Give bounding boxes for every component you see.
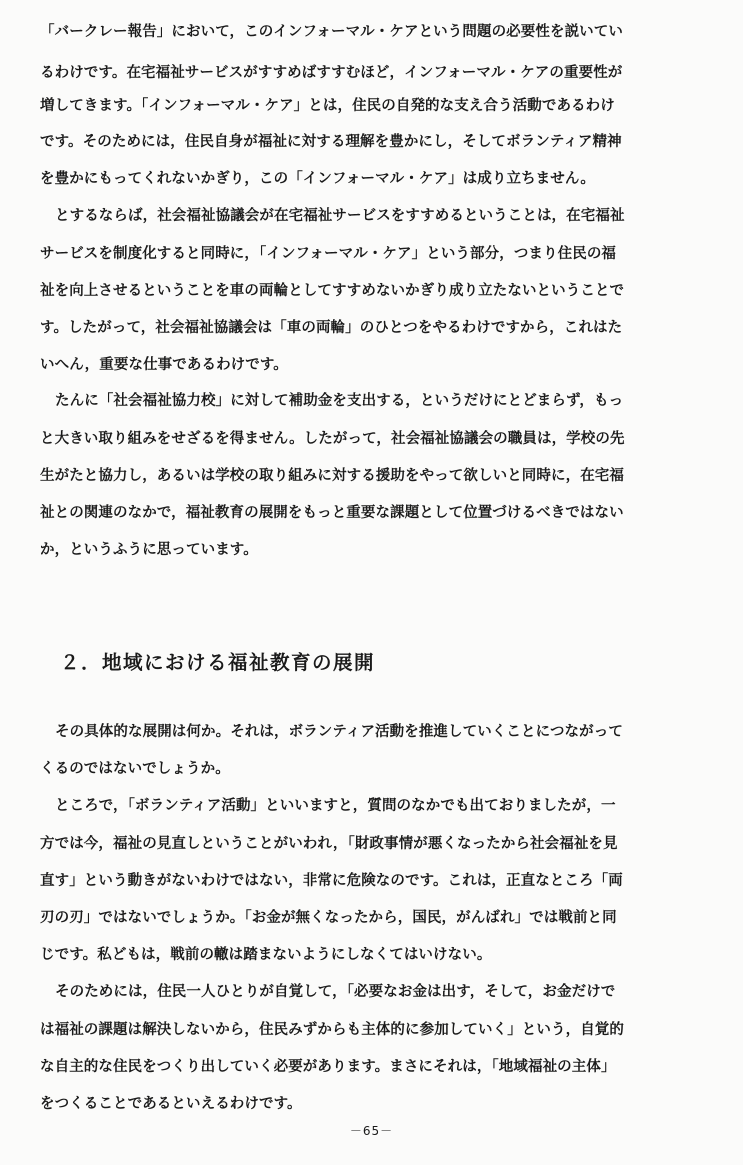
paragraph-5-line-3: 直す」という動きがないわけではない，非常に危険なのです。これは，正直なところ「両 [40, 873, 623, 889]
page-number: －65－ [349, 1124, 394, 1138]
paragraph-3-line-1: たんに「社会福祉協力校」に対して補助金を支出する，というだけにとどまらず，もっ [55, 393, 624, 409]
paragraph-1-line-3: 増してきます。「インフォーマル・ケア」とは，住民の自発的な支え合う活動であるわけ [40, 98, 615, 114]
paragraph-1-line-5: を豊かにもってくれないかぎり，この「インフォーマル・ケア」は成り立ちません。 [40, 171, 595, 187]
paragraph-2-line-5: いへん，重要な仕事であるわけです。 [40, 357, 288, 373]
paragraph-2-line-1: とするならば，社会福祉協議会が在宅福祉サービスをすすめるということは，在宅福祉 [55, 208, 625, 224]
paragraph-3-line-3: 生がたと協力し，あるいは学校の取り組みに対する援助をやって欲しいと同時に，在宅福 [40, 468, 624, 484]
paragraph-3-line-4: 祉との関連のなかで，福祉教育の展開をもっと重要な課題として位置づけるべきではない [40, 505, 624, 521]
paragraph-6-line-1: そのためには，住民一人ひとりが自覚して，「必要なお金は出す，そして，お金だけで [55, 984, 616, 1000]
paragraph-4-line-2: くるのではないでしょうか。 [40, 761, 230, 777]
paragraph-2-line-4: す。したがって，社会福祉協議会は「車の両輪」のひとつをやるわけですから，これはた [40, 320, 623, 336]
paragraph-6-line-3: な自主的な住民をつくり出していく必要があります。まさにそれは，「地域福祉の主体」 [40, 1059, 616, 1075]
paragraph-5-line-5: じです。私どもは，戦前の轍は踏まないようにしなくてはいけない。 [40, 947, 492, 963]
paragraph-5-line-4: 刃の刃」ではないでしょうか。「お金が無くなったから，国民，がんばれ」では戦前と同 [40, 910, 617, 926]
paragraph-2-line-3: 祉を向上させるということを車の両輪としてすすめないかぎり成り立たないということで [40, 283, 625, 299]
paragraph-5-line-2: 方では今，福祉の見直しということがいわれ，「財政事情が悪くなったから社会福祉を見 [40, 836, 618, 852]
paragraph-1-line-4: です。そのためには，住民自身が福祉に対する理解を豊かにし，そしてボランティア精神 [40, 134, 622, 150]
paragraph-5-line-1: ところで，「ボランティア活動」といいますと，質問のなかでも出ておりましたが，一 [55, 798, 616, 814]
paragraph-4-line-1: その具体的な展開は何か。それは，ボランティア活動を推進していくことにつながって [55, 724, 623, 740]
paragraph-1-line-2: るわけです。在宅福祉サービスがすすめばすすむほど，インフォーマル・ケアの重要性が [40, 65, 623, 81]
paragraph-1-line-1: 「バークレー報告」において，このインフォーマル・ケアという問題の必要性を説いてい [40, 24, 623, 40]
paragraph-6-line-4: をつくることであるといえるわけです。 [40, 1096, 302, 1112]
section-heading: ２．地域における福祉教育の展開 [60, 651, 376, 674]
paragraph-3-line-5: か，というふうに思っています。 [40, 542, 258, 558]
paragraph-2-line-2: サービスを制度化すると同時に，「インフォーマル・ケア」という部分，つまり住民の福 [40, 246, 617, 262]
paragraph-3-line-2: と大きい取り組みをせざるを得ません。したがって，社会福祉協議会の職員は，学校の先 [40, 431, 625, 447]
paragraph-6-line-2: は福祉の課題は解決しないから，住民みずからも主体的に参加していく」という，自覚的 [40, 1022, 624, 1038]
